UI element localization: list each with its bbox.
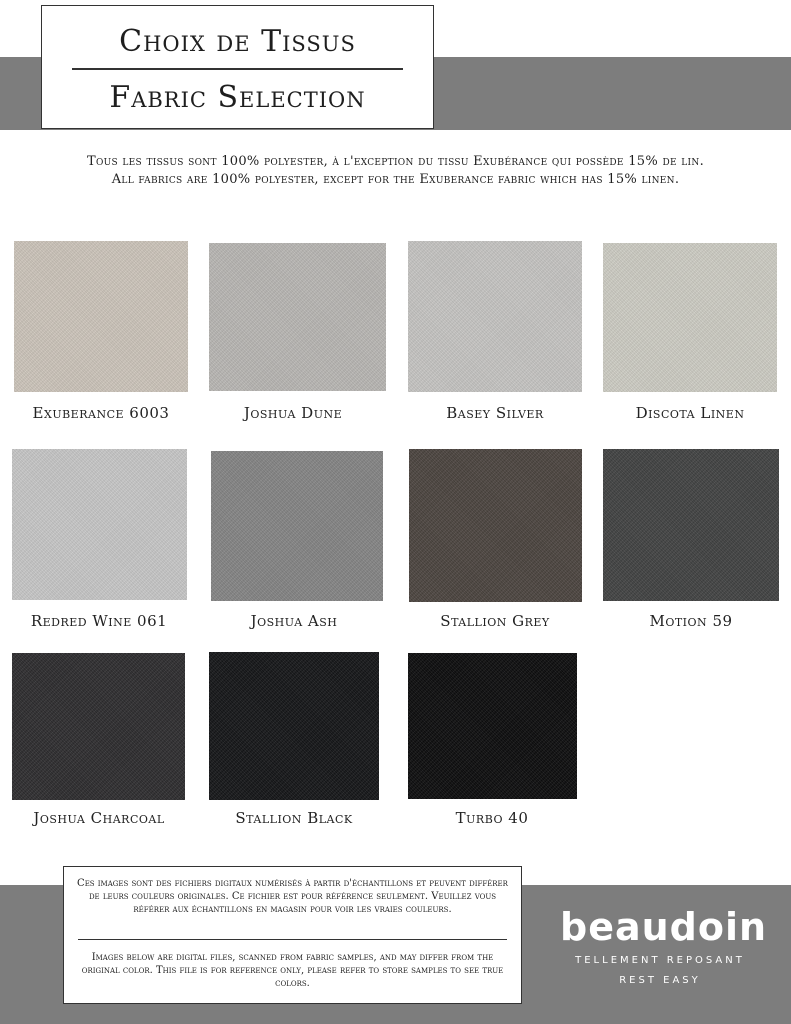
fabric-swatch-joshua-ash[interactable] <box>211 451 383 601</box>
brand-tagline-french: TELLEMENT REPOSANT <box>575 955 745 966</box>
title-divider <box>72 68 403 70</box>
disclaimer-english: Images below are digital files, scanned from fabric samples, and may differ from the original color. This file is for reference only, please refer to store samples to see true colors. <box>81 952 504 989</box>
fabric-label: Stallion Black <box>235 809 353 827</box>
fabric-swatch-exuberance-6003[interactable] <box>14 241 188 392</box>
brand-logo: beaudoin <box>560 905 768 949</box>
fabric-label: Redred Wine 061 <box>30 612 168 630</box>
fabric-label: Joshua Ash <box>250 612 338 630</box>
fabric-swatch-redred-wine-061[interactable] <box>12 449 187 600</box>
fabric-label: Joshua Charcoal <box>33 809 165 827</box>
fabric-swatch-motion-59[interactable] <box>603 449 779 601</box>
fabric-swatch-joshua-dune[interactable] <box>209 243 386 391</box>
fabric-swatch-basey-silver[interactable] <box>408 241 582 392</box>
fabric-swatch-discota-linen[interactable] <box>603 243 777 392</box>
fabric-label: Stallion Grey <box>440 612 550 630</box>
disclaimer-divider <box>78 939 507 940</box>
brand-block <box>560 905 768 989</box>
fabric-label: Basey Silver <box>446 404 544 422</box>
title-english: Fabric Selection <box>109 80 366 115</box>
fabric-swatch-joshua-charcoal[interactable] <box>12 653 185 800</box>
brand-tagline-english: REST EASY <box>619 975 701 986</box>
title-box <box>41 5 434 129</box>
fabric-swatch-stallion-black[interactable] <box>209 652 379 800</box>
disclaimer-french: Ces images sont des fichiers digitaux numérisés à partir d'échantillons et peuvent différer de leurs couleurs originales. Ce fichier est pour référence seulement. Veuillez vous référer aux échantillons en magasin pour voir les vraies couleurs. <box>77 878 508 915</box>
disclaimer-box <box>63 866 522 1004</box>
intro-line-french: Tous les tissus sont 100% polyester, à l'exception du tissu Exubérance qui possède 15% de lin. <box>86 154 705 169</box>
fabric-label: Joshua Dune <box>243 404 343 422</box>
fabric-label: Discota Linen <box>635 404 745 422</box>
intro-text <box>20 153 771 189</box>
fabric-swatch-stallion-grey[interactable] <box>409 449 582 602</box>
fabric-label: Exuberance 6003 <box>32 404 170 422</box>
intro-line-english: All fabrics are 100% polyester, except for the Exuberance fabric which has 15% linen. <box>111 172 680 187</box>
fabric-label: Motion 59 <box>649 612 733 630</box>
fabric-label: Turbo 40 <box>455 809 529 827</box>
fabric-swatch-turbo-40[interactable] <box>408 653 577 799</box>
title-french: Choix de Tissus <box>119 24 356 59</box>
